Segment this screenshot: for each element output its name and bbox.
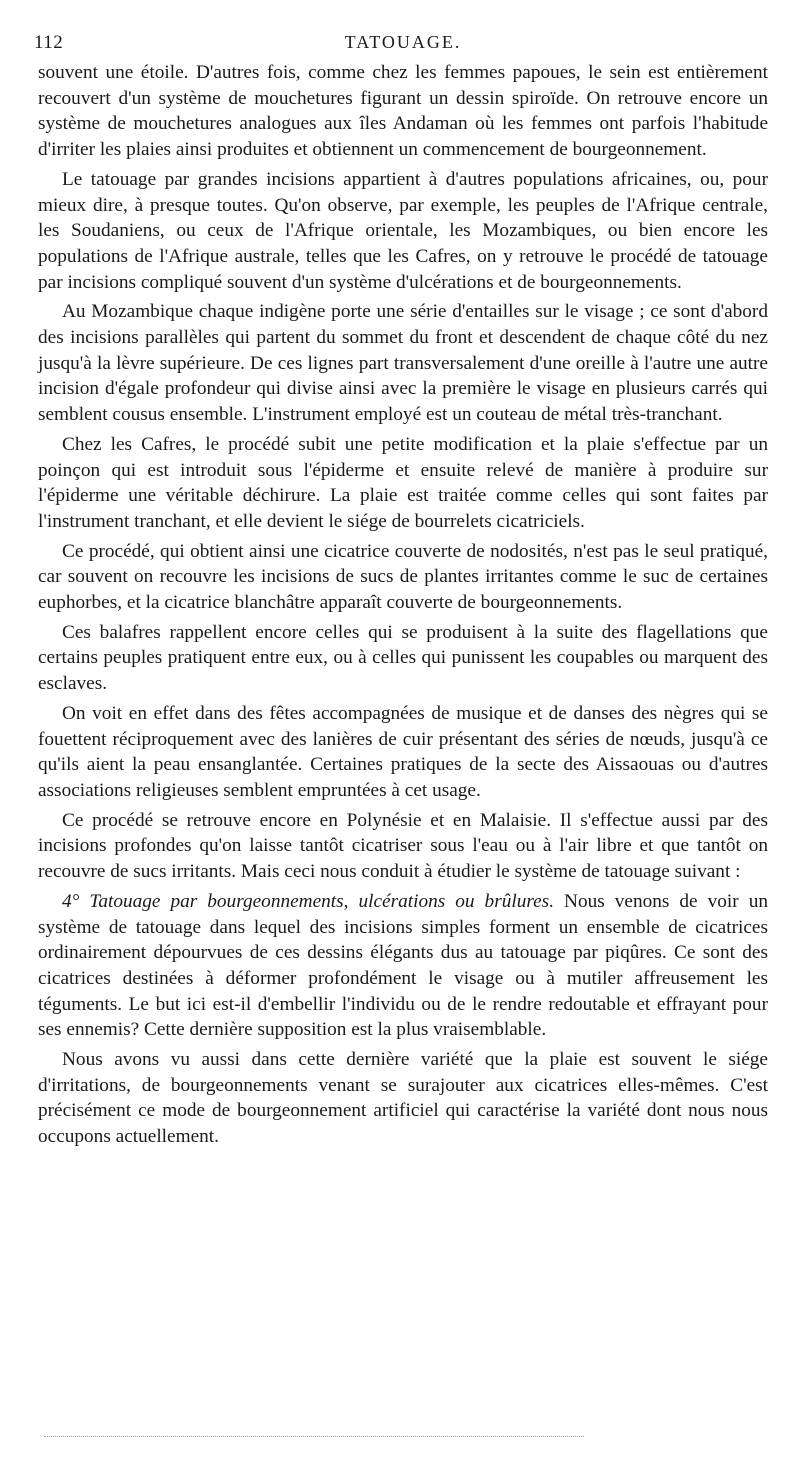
running-title: TATOUAGE. xyxy=(344,32,462,52)
paragraph: Chez les Cafres, le procédé subit une petite modification et la plaie s'effectue par un poinçon qui est introduit sous l'épiderme et ensuite relevé de manière à produire sur l'épiderme une véritable déchirure. La plaie est traitée comme celles qui sont faites par l'instrument tranchant, et elle devient le siége de bourrelets cicatriciels. xyxy=(38,433,768,532)
paragraph: On voit en effet dans des fêtes accompagnées de musique et de danses des nègres qui se fouettent réciproquement avec des lanières de cuir présentant des séries de nœuds, jusqu'à ce qu'ils aient la peau ensanglantée. Certaines pratiques de la secte des Aissaouas ou d'autres associations religieuses semblent empruntées à cet usage. xyxy=(38,702,768,801)
section-heading: 4° Tatouage par bourgeonnements, ulcérations ou brûlures. xyxy=(62,890,555,912)
body-text xyxy=(38,60,768,1154)
section-paragraph xyxy=(38,889,768,1043)
paragraph: Nous avons vu aussi dans cette dernière variété que la plaie est souvent le siége d'irritations, de bourgeonnements venant se surajouter aux cicatrices elles-mêmes. C'est précisément ce mode de bourgeonnement artificiel qui caractérise la variété dont nous nous occupons actuellement. xyxy=(38,1049,768,1148)
paragraph: souvent une étoile. D'autres fois, comme chez les femmes papoues, le sein est entièrement recouvert d'un système de mouchetures figurant un dessin spiroïde. On retrouve encore un système de mouchetures analogues aux îles Andaman où les femmes ont parfois l'habitude d'irriter les plaies ainsi produites et obtiennent un commencement de bourgeonnement. xyxy=(38,62,768,161)
page-header xyxy=(34,32,772,56)
paragraph: Le tatouage par grandes incisions appartient à d'autres populations africaines, ou, pour mieux dire, à presque toutes. Qu'on observe, par exemple, les peuples de l'Afrique centrale, les Soudaniens, ou ceux de l'Afrique orientale, les Mozambiques, ou bien encore les populations de l'Afrique australe, telles que les Cafres, on y retrouve le procédé de tatouage par incisions compliqué souvent d'un système d'ulcérations et de bourgeonnements. xyxy=(38,168,768,293)
footer-rule xyxy=(44,1436,584,1437)
paragraph: Ces balafres rappellent encore celles qui se produisent à la suite des flagellations que certains peuples pratiquent entre eux, ou à celles qui punissent les coupables ou marquent des esclaves. xyxy=(38,621,768,695)
section-text: Nous venons de voir un système de tatouage dans lequel des incisions simples forment un ensemble de cicatrices ordinairement dépourvues de ces dessins élégants dus au tatouage par piqûres. Ce sont des cicatrices destinées à déformer profondément le visage ou à mutiler affreusement les téguments. Le but ici est-il d'embellir l'individu ou de le rendre redoutable et effrayant pour ses ennemis? Cette dernière supposition est la plus vraisemblable. xyxy=(38,890,769,1041)
paragraph: Ce procédé se retrouve encore en Polynésie et en Malaisie. Il s'effectue aussi par des incisions profondes qu'on laisse tantôt cicatriser sous l'eau ou à l'air libre et que tantôt on recouvre de sucs irritants. Mais ceci nous conduit à étudier le système de tatouage suivant : xyxy=(38,809,768,883)
page-number: 112 xyxy=(34,32,64,53)
paragraph: Ce procédé, qui obtient ainsi une cicatrice couverte de nodosités, n'est pas le seul pratiqué, car souvent on recouvre les incisions de sucs de plantes irritantes comme le suc de certaines euphorbes, et la cicatrice blanchâtre apparaît couverte de bourgeonnements. xyxy=(38,540,768,614)
paragraph: Au Mozambique chaque indigène porte une série d'entailles sur le visage ; ce sont d'abord des incisions parallèles qui partent du sommet du front et descendent de chaque côté du nez jusqu'à la lèvre supérieure. De ces lignes part transversalement d'une oreille à l'autre une autre incision d'égale profondeur qui divise ainsi avec la première le visage en plusieurs carrés qui semblent cousus ensemble. L'instrument employé est un couteau de métal très-tranchant. xyxy=(38,301,768,426)
